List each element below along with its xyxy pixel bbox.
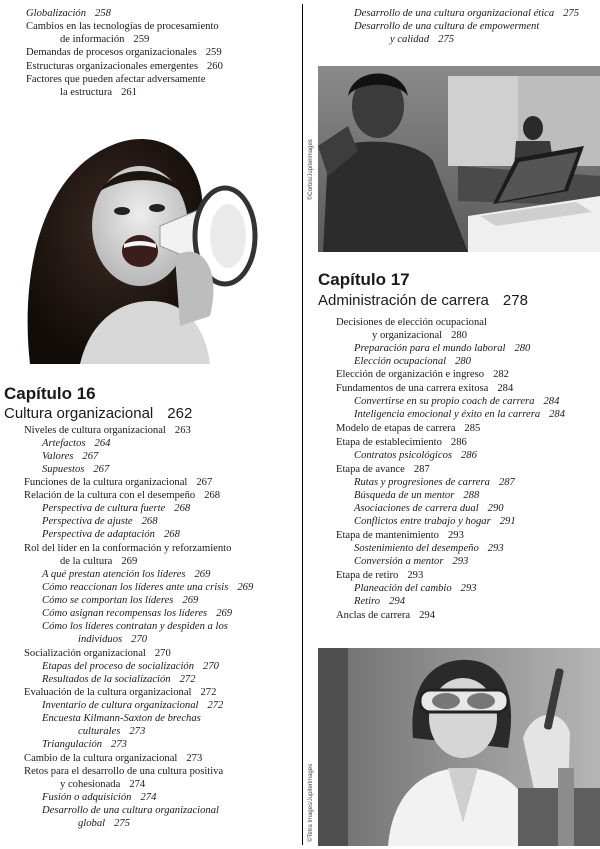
toc-entry: [24, 543, 231, 555]
toc-entry-text: Asociaciones de carrera dual: [354, 503, 479, 514]
toc-entry-text: Contratos psicológicos: [354, 450, 452, 461]
toc-entry: [354, 543, 504, 555]
toc-entry-page: 280: [514, 343, 531, 354]
toc-entry-text: Cambios en las tecnologías de procesamiento: [26, 21, 219, 32]
toc-entry-text: Cambio de la cultura organizacional: [24, 753, 178, 764]
toc-entry: [336, 570, 423, 582]
toc-entry-text: Fusión o adquisición: [42, 792, 132, 803]
toc-entry-page: 275: [438, 34, 455, 45]
toc-entry-text: Resultados de la socialización: [42, 674, 171, 685]
toc-entry: [354, 556, 468, 568]
toc-entry-page: 284: [497, 383, 514, 394]
toc-entry: [354, 596, 405, 608]
toc-entry-page: 272: [179, 674, 196, 685]
toc-entry-text: Niveles de cultura organizacional: [24, 425, 166, 436]
toc-entry: [354, 356, 471, 368]
toc-entry-page: 273: [186, 753, 203, 764]
toc-entry-text: Etapa de mantenimiento: [336, 530, 439, 541]
toc-entry: [42, 464, 109, 476]
toc-entry-page: 270: [154, 648, 171, 659]
toc-entry: [42, 569, 210, 581]
toc-entry: [26, 8, 111, 20]
photo-credit-2: ©Tetra Images/Jupiterimages: [308, 763, 314, 842]
toc-entry-page: 293: [487, 543, 504, 554]
toc-entry-text: Estructuras organizacionales emergentes: [26, 61, 198, 72]
toc-entry-page: 284: [549, 409, 566, 420]
toc-entry: [354, 583, 477, 595]
toc-entry: [372, 330, 467, 342]
toc-entry: [24, 490, 220, 502]
photo-credit-1: ©Corbis/Jupiterimages: [308, 139, 314, 200]
toc-entry: [24, 477, 212, 489]
toc-entry-page: 293: [447, 530, 464, 541]
toc-entry: [336, 423, 480, 435]
toc-entry-text: Encuesta Kilmann-Saxton de brechas: [42, 713, 201, 724]
toc-entry-text: Fundamentos de una carrera exitosa: [336, 383, 489, 394]
toc-entry: [42, 792, 156, 804]
toc-entry-text: Conflictos entre trabajo y hogar: [354, 516, 491, 527]
toc-entry: [24, 766, 223, 778]
toc-entry: [60, 556, 137, 568]
toc-entry: [354, 21, 539, 33]
toc-entry-text: Etapa de retiro: [336, 570, 399, 581]
toc-entry-text: Socialización organizacional: [24, 648, 146, 659]
toc-entry-text: Conversión a mentor: [354, 556, 444, 567]
toc-entry-text: Elección de organización e ingreso: [336, 369, 485, 380]
toc-entry: [24, 753, 202, 765]
toc-entry: [26, 21, 219, 33]
toc-entry-text: A qué prestan atención los líderes: [42, 569, 186, 580]
toc-entry: [42, 805, 219, 817]
toc-entry: [24, 648, 171, 660]
toc-entry-page: 259: [133, 34, 150, 45]
toc-entry-text: Perspectiva de cultura fuerte: [42, 503, 166, 514]
toc-entry-page: 273: [129, 726, 146, 737]
toc-entry-page: 269: [194, 569, 211, 580]
toc-entry-text: Planeación del cambio: [354, 583, 452, 594]
toc-entry-page: 269: [182, 595, 199, 606]
toc-entry-text: Búsqueda de un mentor: [354, 490, 455, 501]
toc-entry-text: Retiro: [354, 596, 381, 607]
toc-entry-page: 293: [407, 570, 424, 581]
toc-entry-text: Rol del líder en la conformación y reforzamiento: [24, 543, 232, 554]
toc-entry-text: Preparación para el mundo laboral: [354, 343, 506, 354]
toc-entry: [78, 726, 145, 738]
toc-entry: [354, 516, 516, 528]
toc-entry: [354, 409, 565, 421]
toc-entry: [78, 634, 147, 646]
toc-entry-text: global: [78, 818, 106, 829]
toc-entry-text: Decisiones de elección ocupacional: [336, 317, 487, 328]
toc-entry-text: Evaluación de la cultura organizacional: [24, 687, 192, 698]
toc-entry-text: Globalización: [26, 8, 87, 19]
toc-entry-text: Elección ocupacional: [354, 356, 447, 367]
toc-entry-page: 275: [563, 8, 580, 19]
toc-entry-text: Desarrollo de una cultura organizacional: [42, 805, 219, 816]
toc-entry: [42, 608, 232, 620]
toc-entry-text: Rutas y progresiones de carrera: [354, 477, 490, 488]
toc-entry-text: de información: [60, 34, 125, 45]
toc-entry-page: 272: [207, 700, 224, 711]
toc-entry-text: Perspectiva de ajuste: [42, 516, 133, 527]
toc-entry-page: 269: [237, 582, 254, 593]
photo-man-laptop: [318, 66, 600, 252]
toc-entry-page: 284: [543, 396, 560, 407]
toc-entry-text: Modelo de etapas de carrera: [336, 423, 456, 434]
toc-entry-text: Etapas del proceso de socialización: [42, 661, 195, 672]
toc-entry-page: 273: [111, 739, 127, 750]
photo-woman-megaphone: [0, 116, 298, 364]
toc-entry-page: 263: [174, 425, 191, 436]
toc-entry: [42, 713, 201, 725]
toc-entry-text: Etapa de avance: [336, 464, 405, 475]
toc-entry-page: 286: [461, 450, 477, 461]
toc-entry-page: 274: [129, 779, 146, 790]
toc-entry-page: 270: [203, 661, 219, 672]
toc-entry-page: 291: [499, 516, 516, 527]
chapter-16-title: [4, 405, 192, 422]
toc-entry-page: 267: [196, 477, 213, 488]
toc-entry: [42, 739, 127, 751]
toc-entry: [336, 383, 513, 395]
chapter-16-title-text: Cultura organizacional: [4, 405, 154, 422]
column-divider: [302, 4, 303, 845]
toc-entry: [336, 437, 467, 449]
toc-entry-page: 274: [140, 792, 157, 803]
toc-entry: [336, 610, 435, 622]
toc-entry: [42, 582, 253, 594]
toc-entry-page: 290: [487, 503, 504, 514]
toc-entry-page: 293: [460, 583, 477, 594]
toc-entry-page: 268: [163, 529, 180, 540]
toc-entry: [336, 317, 487, 329]
toc-entry-page: 267: [93, 464, 110, 475]
toc-entry-page: 259: [205, 47, 222, 58]
toc-entry-text: Inventario de cultura organizacional: [42, 700, 199, 711]
toc-entry-page: 293: [452, 556, 469, 567]
toc-entry: [42, 516, 158, 528]
toc-entry: [42, 674, 195, 686]
toc-entry-text: y calidad: [390, 34, 430, 45]
toc-entry-text: Inteligencia emocional y éxito en la carrera: [354, 409, 541, 420]
toc-entry-text: Cómo se comportan los líderes: [42, 595, 174, 606]
toc-entry-text: Convertirse en su propio coach de carrera: [354, 396, 535, 407]
toc-entry-page: 275: [114, 818, 130, 829]
toc-entry-text: Etapa de establecimiento: [336, 437, 442, 448]
chapter-17-title: [318, 292, 528, 309]
toc-entry: [60, 779, 145, 791]
toc-entry-text: Cómo reaccionan los líderes ante una crisis: [42, 582, 229, 593]
toc-entry-text: Factores que pueden afectar adversamente: [26, 74, 206, 85]
toc-entry: [354, 490, 479, 502]
chapter-17-page: 278: [502, 292, 528, 309]
toc-entry-text: Perspectiva de adaptación: [42, 529, 155, 540]
toc-entry-page: 287: [498, 477, 515, 488]
chapter-17-label: Capítulo 17: [318, 270, 410, 289]
toc-entry-page: 267: [82, 451, 99, 462]
toc-entry-text: Valores: [42, 451, 74, 462]
toc-entry-page: 260: [206, 61, 223, 72]
toc-entry-text: de la cultura: [60, 556, 113, 567]
toc-entry: [60, 34, 149, 46]
toc-entry: [42, 503, 190, 515]
toc-entry: [336, 369, 509, 381]
toc-entry-text: Relación de la cultura con el desempeño: [24, 490, 196, 501]
toc-entry: [78, 818, 130, 830]
toc-entry-text: Desarrollo de una cultura de empowerment: [354, 21, 540, 32]
chapter-16-page: 262: [167, 405, 193, 422]
toc-entry: [26, 47, 222, 59]
toc-entry-page: 269: [216, 608, 233, 619]
toc-entry-text: Sostenimiento del desempeño: [354, 543, 479, 554]
toc-entry-text: y organizacional: [372, 330, 443, 341]
toc-entry: [354, 396, 559, 408]
toc-entry: [26, 74, 205, 86]
toc-entry-text: individuos: [78, 634, 123, 645]
toc-entry: [336, 464, 430, 476]
toc-entry-text: Cómo asignan recompensas los líderes: [42, 608, 208, 619]
toc-entry-text: Demandas de procesos organizacionales: [26, 47, 197, 58]
toc-entry: [42, 700, 223, 712]
toc-entry-page: 294: [419, 610, 435, 621]
toc-entry-page: 285: [464, 423, 481, 434]
toc-entry: [354, 343, 530, 355]
toc-entry-text: y cohesionada: [60, 779, 121, 790]
toc-entry: [336, 530, 464, 542]
toc-entry-page: 269: [121, 556, 138, 567]
toc-entry-page: 270: [131, 634, 148, 645]
toc-entry-page: 288: [463, 490, 480, 501]
toc-entry-page: 258: [95, 8, 111, 19]
toc-entry-text: Retos para el desarrollo de una cultura positiva: [24, 766, 224, 777]
toc-entry: [42, 438, 110, 450]
toc-entry: [24, 425, 191, 437]
toc-entry: [354, 503, 504, 515]
toc-entry-page: 286: [450, 437, 467, 448]
toc-entry: [24, 687, 216, 699]
toc-entry: [354, 477, 515, 489]
toc-entry-page: 280: [451, 330, 467, 341]
right-column: [306, 0, 600, 849]
toc-entry: [42, 595, 198, 607]
toc-entry-text: Desarrollo de una cultura organizacional ética: [354, 8, 555, 19]
toc-entry: [42, 451, 98, 463]
toc-entry-page: 272: [200, 687, 217, 698]
toc-entry: [42, 529, 180, 541]
toc-entry-text: Supuestos: [42, 464, 85, 475]
toc-entry-text: Funciones de la cultura organizacional: [24, 477, 188, 488]
chapter-16-label: Capítulo 16: [4, 384, 96, 403]
toc-entry-text: culturales: [78, 726, 121, 737]
toc-entry-text: Anclas de carrera: [336, 610, 411, 621]
toc-entry: [26, 61, 223, 73]
toc-entry: [390, 34, 454, 46]
toc-entry: [42, 661, 219, 673]
toc-entry-page: 268: [174, 503, 191, 514]
toc-entry-text: la estructura: [60, 87, 113, 98]
toc-entry-page: 268: [141, 516, 158, 527]
toc-entry-text: Triangulación: [42, 739, 103, 750]
toc-entry-page: 287: [413, 464, 430, 475]
toc-entry-page: 282: [493, 369, 509, 380]
left-column: [0, 0, 298, 849]
toc-entry-page: 268: [204, 490, 221, 501]
toc-entry-text: Artefactos: [42, 438, 86, 449]
toc-entry-text: Cómo los líderes contratan y despiden a los: [42, 621, 228, 632]
chapter-17-title-text: Administración de carrera: [318, 292, 489, 309]
toc-entry: [354, 450, 477, 462]
toc-entry-page: 261: [121, 87, 137, 98]
toc-entry: [42, 621, 228, 633]
toc-entry-page: 294: [389, 596, 405, 607]
toc-entry-page: 280: [455, 356, 471, 367]
photo-scientist-test-tube: [318, 648, 600, 846]
toc-entry: [354, 8, 579, 20]
toc-entry-page: 264: [94, 438, 111, 449]
toc-entry: [60, 87, 137, 99]
